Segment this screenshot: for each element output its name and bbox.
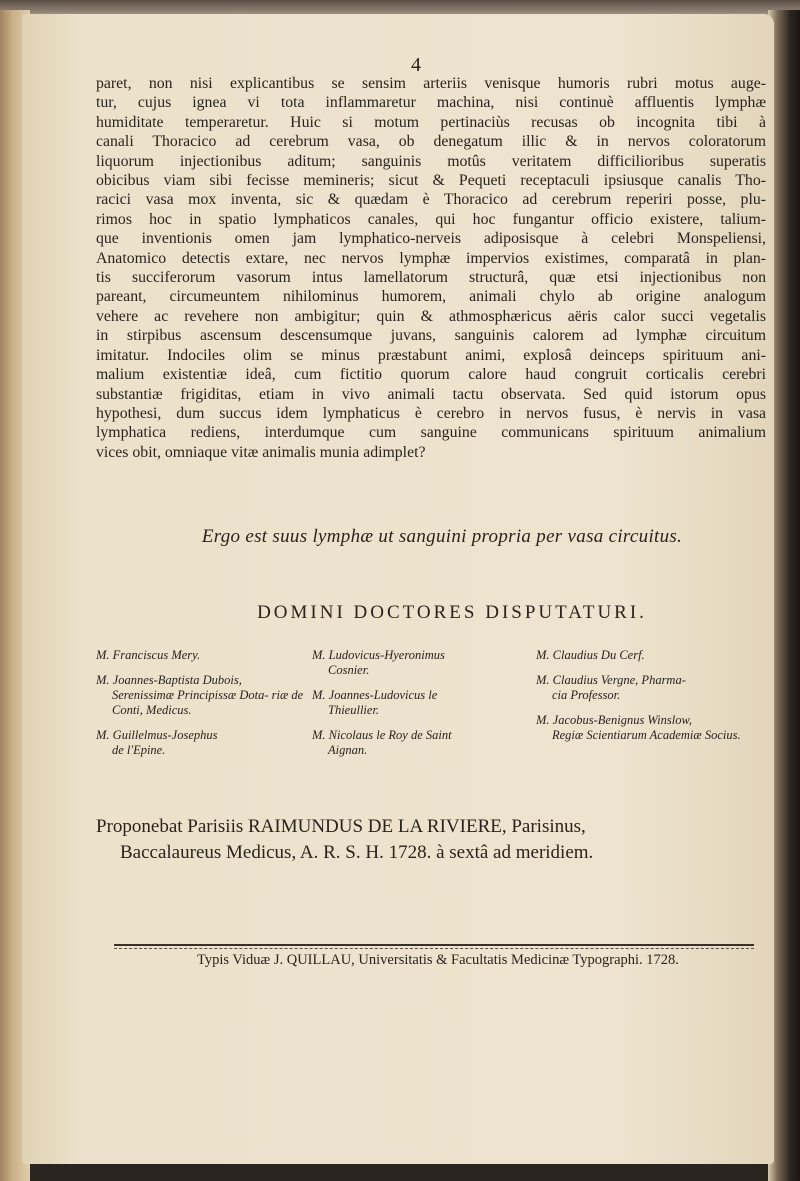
body-line: liquorum injectionibus aditum; sanguinis motûs veritatem difficilioribus superatis — [96, 152, 766, 170]
document-page — [22, 14, 774, 1164]
body-line: tis succiferorum vasorum intus lamellatorum structurâ, quæ etsi injectionibus non — [96, 269, 766, 287]
divider-rule-dotted — [114, 948, 754, 949]
body-line: imitatur. Indociles olim se minus præstabunt animi, explosâ deinceps spirituum ani- — [96, 346, 766, 364]
body-line: humiditate temperaretur. Huic si motum pertinaciùs recusas ob incognita tibi à — [96, 113, 766, 131]
printer-imprint: Typis Viduæ J. QUILLAU, Universitatis & Facultatis Medicinæ Typographi. 1728. — [197, 952, 679, 968]
doctor-entry — [536, 713, 761, 743]
body-line: canali Thoracico ad cerebrum vasa, ob denegatum illic & in nervos coloratorum — [96, 133, 766, 151]
doctor-detail: Regiæ Scientiarum Academiæ Socius. — [552, 728, 741, 742]
body-line: Anatomico detectis extare, nec nervos lymphæ impervios existimes, comparatâ in plan- — [96, 249, 766, 267]
doctor-entry — [312, 688, 522, 718]
doctor-entry — [536, 648, 761, 663]
doctor-detail: Cosnier. — [328, 663, 370, 677]
body-line: hypothesi, dum succus idem lymphaticus è cerebro in nervos fusus, è nervis in vasa — [96, 404, 766, 422]
body-line: in stirpibus ascensum descensumque juvans, sanguinis calorem ad lymphæ circuitum — [96, 327, 766, 345]
defense-statement — [96, 814, 766, 866]
divider-rule — [114, 944, 754, 946]
doctor-name: M. Ludovicus-Hyeronimus — [312, 648, 445, 662]
doctor-name: M. Joannes-Baptista Dubois, — [96, 673, 242, 687]
doctors-heading: DOMINI DOCTORES DISPUTATURI. — [257, 602, 647, 623]
body-line: paret, non nisi explicantibus se sensim arteriis venisque humoris rubri motus auge- — [96, 75, 766, 92]
doctor-name: M. Franciscus Mery. — [96, 648, 201, 662]
doctor-detail: de l'Epine. — [112, 743, 166, 757]
body-line: vehere ac revehere non ambigitur; quin & athmosphæricus aëris calor succi vegetalis — [96, 307, 766, 325]
defense-line-2: Baccalaureus Medicus, A. R. S. H. 1728. à sextâ ad meridiem. — [120, 842, 594, 863]
body-line: rimos hoc in spatio lymphaticos canales, qui hoc fungantur officio existere, talium- — [96, 210, 766, 228]
doctor-entry — [96, 728, 306, 758]
page-number: 4 — [411, 54, 421, 76]
doctor-name: M. Joannes-Ludovicus le — [312, 688, 438, 702]
doctor-detail: cia Professor. — [552, 688, 621, 702]
doctors-column-1 — [96, 648, 306, 768]
doctor-entry — [96, 648, 306, 663]
body-line: tur, cujus ignea vi tota inflammaretur machina, nisi continuè affluentis lymphæ — [96, 94, 766, 112]
doctors-column-2 — [312, 648, 522, 768]
body-line: obicibus viam sibi fecisse memineris; sicut & Pequeti receptaculi ipsiusque canalis Tho- — [96, 172, 766, 190]
doctor-detail: Serenissimæ Principissæ Dota- riæ de Conti, Medicus. — [112, 688, 304, 717]
doctor-name: M. Guillelmus-Josephus — [96, 728, 218, 742]
thesis-conclusion: Ergo est suus lymphæ ut sanguini propria per vasa circuitus. — [201, 526, 683, 547]
doctor-entry — [312, 728, 522, 758]
doctor-name: M. Claudius Vergne, Pharma- — [536, 673, 686, 687]
body-line: que inventionis omen jam lymphatico-nerveis adiposisque à celebri Monspeliensi, — [96, 230, 766, 248]
doctor-entry — [312, 648, 522, 678]
doctor-name: M. Jacobus-Benignus Winslow, — [536, 713, 692, 727]
body-line: malium existentiæ ideâ, cum fictitio quorum calore haud congruit corticalis cerebri — [96, 366, 766, 384]
doctor-entry — [536, 673, 761, 703]
body-line: substantiæ frigiditas, etiam in vivo animali tactu observata. Sed quid istorum opus — [96, 385, 766, 403]
doctor-name: M. Nicolaus le Roy de Saint — [312, 728, 452, 742]
doctor-entry — [96, 673, 306, 718]
body-line: pareant, circumeuntem nihilominus humorem, animali chylo ab origine analogum — [96, 288, 766, 306]
body-line: vices obit, omniaque vitæ animalis munia adimplet? — [96, 443, 426, 461]
doctors-column-3 — [536, 648, 761, 753]
doctor-name: M. Claudius Du Cerf. — [536, 648, 645, 662]
doctor-detail: Aignan. — [328, 743, 368, 757]
body-paragraph — [96, 74, 766, 462]
doctor-detail: Thieullier. — [328, 703, 380, 717]
body-line: racici vasa mox inventa, sic & quædam è Thoracico ad cerebrum reperiri posse, plu- — [96, 191, 766, 209]
body-line: lymphatica rediens, interdumque cum sanguine communicans spirituum animalium — [96, 424, 766, 442]
defense-line-1: Proponebat Parisiis RAIMUNDUS DE LA RIVIERE, Parisinus, — [96, 816, 586, 837]
